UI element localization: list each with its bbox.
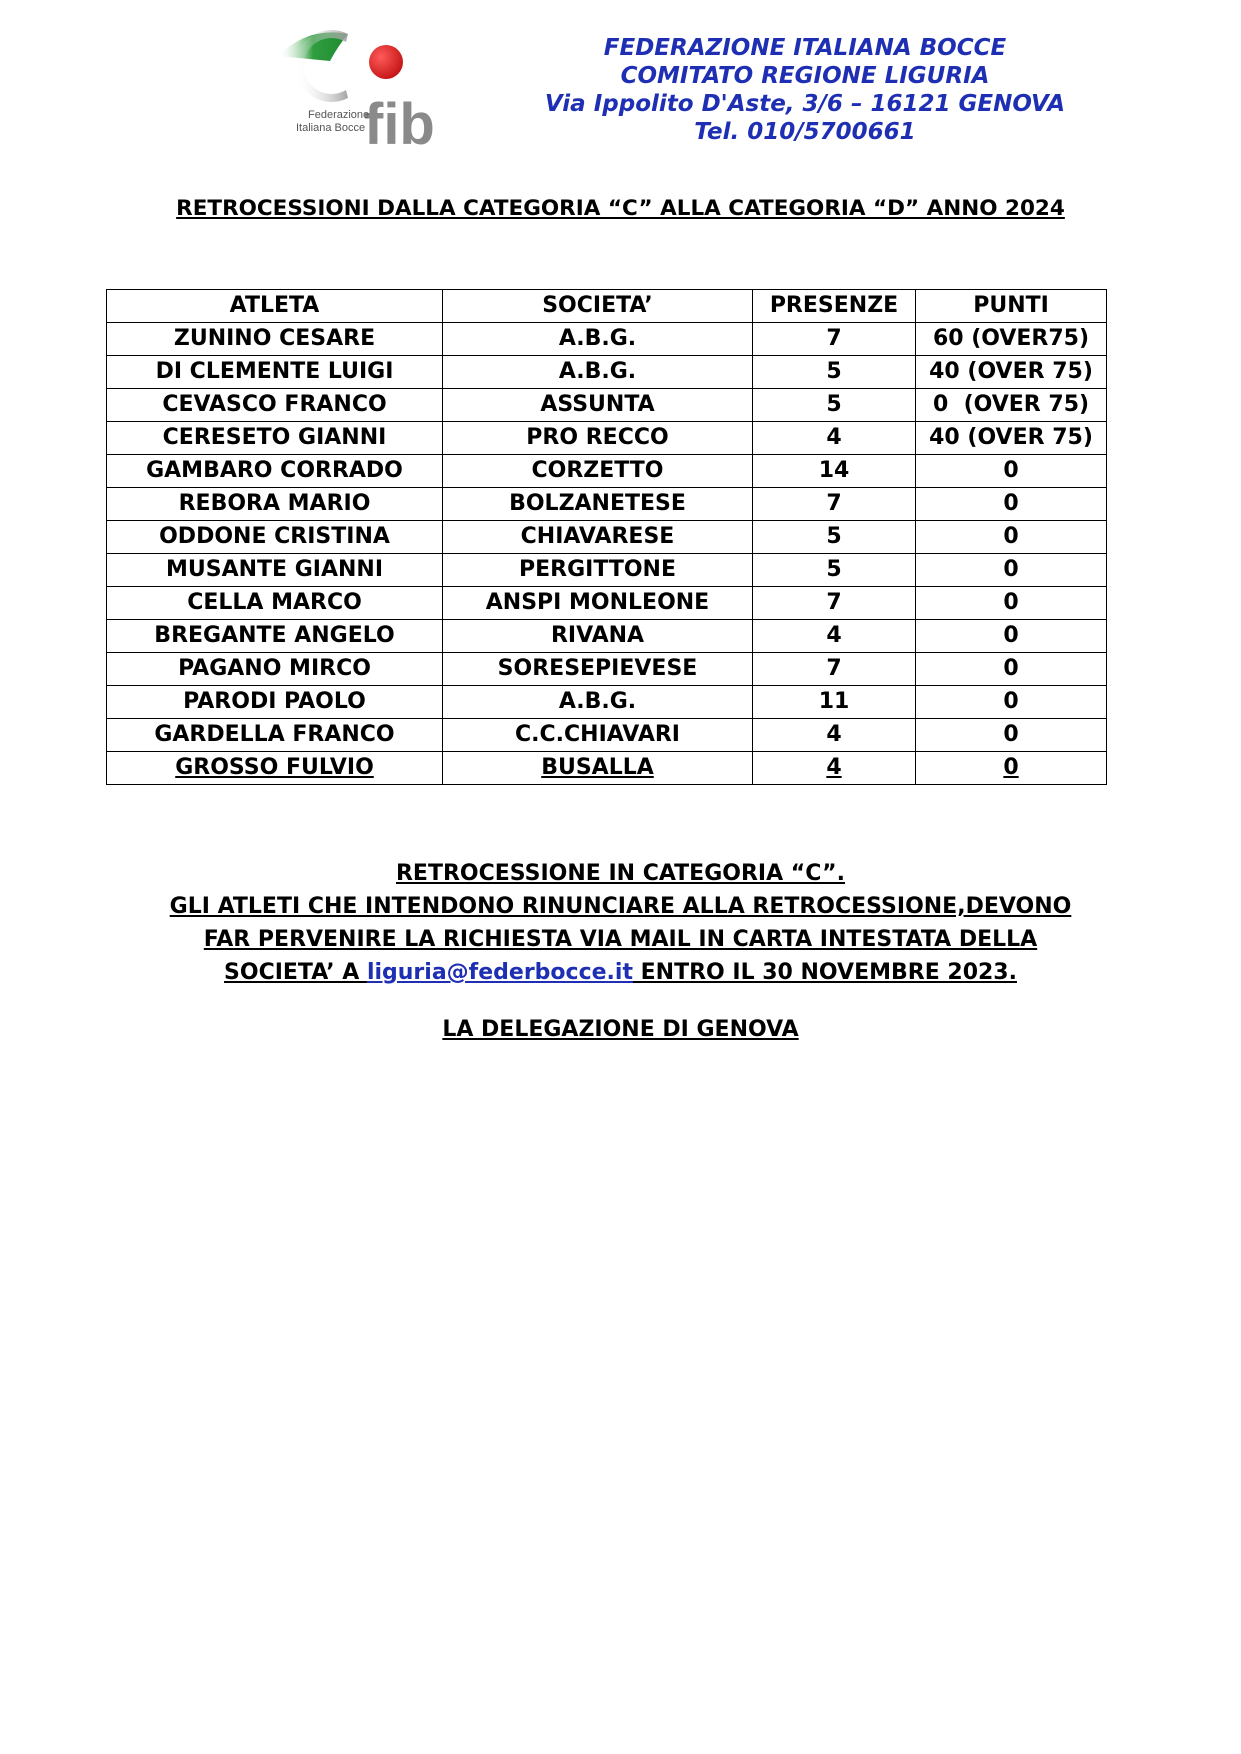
cell-atleta bbox=[107, 488, 443, 521]
cell-punti-text: 60 (OVER75) bbox=[932, 326, 1090, 351]
cell-presenze-text: 5 bbox=[826, 392, 842, 417]
notice-block bbox=[100, 857, 1141, 989]
fib-logo-mark bbox=[268, 26, 472, 148]
table-row bbox=[107, 587, 1107, 620]
cell-atleta bbox=[107, 719, 443, 752]
cell-atleta-text: MUSANTE GIANNI bbox=[165, 557, 383, 582]
cell-presenze bbox=[753, 686, 916, 719]
cell-presenze-text: 5 bbox=[826, 359, 842, 384]
header-societa: SOCIETA’ bbox=[443, 290, 753, 323]
cell-presenze-text: 11 bbox=[818, 689, 850, 714]
cell-presenze-text: 5 bbox=[826, 524, 842, 549]
cell-presenze bbox=[753, 587, 916, 620]
cell-societa-text: ASSUNTA bbox=[540, 392, 655, 417]
table-row bbox=[107, 488, 1107, 521]
header-presenze: PRESENZE bbox=[753, 290, 916, 323]
table-row bbox=[107, 653, 1107, 686]
email-link[interactable]: liguria@federbocce.it bbox=[366, 960, 633, 985]
cell-societa bbox=[443, 719, 753, 752]
cell-presenze bbox=[753, 323, 916, 356]
cell-presenze bbox=[753, 719, 916, 752]
cell-punti bbox=[916, 356, 1107, 389]
letterhead-phone: Tel. 010/5700661 bbox=[694, 119, 916, 145]
cell-atleta-text: PAGANO MIRCO bbox=[178, 656, 371, 681]
cell-atleta bbox=[107, 587, 443, 620]
table-row bbox=[107, 686, 1107, 719]
header-punti: PUNTI bbox=[916, 290, 1107, 323]
letterhead-line2: COMITATO REGIONE LIGURIA bbox=[620, 63, 990, 89]
table-row bbox=[107, 554, 1107, 587]
cell-presenze-text: 4 bbox=[826, 722, 842, 747]
cell-societa-text: ANSPI MONLEONE bbox=[485, 590, 710, 615]
cell-atleta bbox=[107, 620, 443, 653]
cell-societa bbox=[443, 686, 753, 719]
red-ball-icon bbox=[369, 45, 403, 79]
cell-punti-text: 40 (OVER 75) bbox=[929, 359, 1093, 384]
cell-societa bbox=[443, 620, 753, 653]
cell-presenze-text: 7 bbox=[826, 656, 842, 681]
notice-line3: FAR PERVENIRE LA RICHIESTA VIA MAIL IN CARTA INTESTATA DELLA bbox=[203, 927, 1038, 952]
cell-punti-text: 0 bbox=[1003, 590, 1019, 615]
cell-punti-text: 0 bbox=[1003, 755, 1019, 780]
notice-line4-post: ENTRO IL 30 NOVEMBRE 2023. bbox=[632, 960, 1017, 985]
cell-societa-text: PERGITTONE bbox=[519, 557, 676, 582]
cell-presenze-text: 14 bbox=[818, 458, 850, 483]
cell-presenze bbox=[753, 422, 916, 455]
cell-presenze-text: 5 bbox=[826, 557, 842, 582]
cell-atleta-text: GROSSO FULVIO bbox=[175, 755, 374, 780]
cell-atleta bbox=[107, 521, 443, 554]
cell-societa bbox=[443, 389, 753, 422]
cell-punti-text: 0 bbox=[1003, 689, 1019, 714]
table-row bbox=[107, 719, 1107, 752]
cell-punti bbox=[916, 587, 1107, 620]
notice-line4-pre: SOCIETA’ A bbox=[224, 960, 367, 985]
notice-line1: RETROCESSIONE IN CATEGORIA “C”. bbox=[395, 861, 846, 886]
cell-punti-text: 0 bbox=[1003, 722, 1019, 747]
logo-fib-text: fib bbox=[364, 92, 435, 148]
cell-presenze-text: 4 bbox=[826, 623, 842, 648]
cell-societa-text: A.B.G. bbox=[558, 689, 637, 714]
cell-punti bbox=[916, 752, 1107, 785]
cell-atleta bbox=[107, 389, 443, 422]
logo-line2: Italiana Bocce bbox=[296, 122, 366, 134]
cell-societa-text: CHIAVARESE bbox=[520, 524, 675, 549]
cell-presenze bbox=[753, 620, 916, 653]
logo-line1: Federazione bbox=[308, 109, 370, 121]
cell-societa bbox=[443, 356, 753, 389]
cell-punti bbox=[916, 422, 1107, 455]
cell-atleta bbox=[107, 752, 443, 785]
cell-presenze-text: 4 bbox=[826, 425, 842, 450]
cell-punti-text: 0 bbox=[1003, 491, 1019, 516]
cell-societa bbox=[443, 653, 753, 686]
cell-societa-text: RIVANA bbox=[550, 623, 645, 648]
cell-punti bbox=[916, 521, 1107, 554]
cell-punti-text: 40 (OVER 75) bbox=[929, 425, 1093, 450]
cell-societa-text: A.B.G. bbox=[558, 359, 637, 384]
cell-atleta-text: PARODI PAOLO bbox=[183, 689, 366, 714]
cell-societa-text: PRO RECCO bbox=[526, 425, 669, 450]
notice-line2: GLI ATLETI CHE INTENDONO RINUNCIARE ALLA RETROCESSIONE,DEVONO bbox=[169, 894, 1072, 919]
cell-punti-text: 0 bbox=[1003, 623, 1019, 648]
cell-societa bbox=[443, 587, 753, 620]
cell-presenze bbox=[753, 488, 916, 521]
cell-presenze bbox=[753, 455, 916, 488]
cell-atleta bbox=[107, 653, 443, 686]
cell-societa bbox=[443, 488, 753, 521]
cell-atleta bbox=[107, 323, 443, 356]
letterhead-line1: FEDERAZIONE ITALIANA BOCCE bbox=[603, 35, 1007, 61]
cell-societa bbox=[443, 455, 753, 488]
cell-presenze bbox=[753, 653, 916, 686]
cell-societa-text: BUSALLA bbox=[541, 755, 654, 780]
cell-atleta-text: DI CLEMENTE LUIGI bbox=[155, 359, 394, 384]
cell-atleta-text: CELLA MARCO bbox=[187, 590, 362, 615]
table-row bbox=[107, 620, 1107, 653]
cell-atleta-text: GAMBARO CORRADO bbox=[146, 458, 403, 483]
cell-atleta-text: ODDONE CRISTINA bbox=[159, 524, 390, 549]
cell-punti bbox=[916, 323, 1107, 356]
cell-presenze bbox=[753, 389, 916, 422]
cell-punti bbox=[916, 554, 1107, 587]
cell-punti-text: 0 (OVER 75) bbox=[932, 392, 1090, 417]
table-row bbox=[107, 422, 1107, 455]
cell-punti-text: 0 bbox=[1003, 557, 1019, 582]
header-atleta: ATLETA bbox=[107, 290, 443, 323]
cell-punti bbox=[916, 719, 1107, 752]
cell-presenze bbox=[753, 554, 916, 587]
cell-presenze bbox=[753, 521, 916, 554]
table-row bbox=[107, 389, 1107, 422]
cell-atleta bbox=[107, 455, 443, 488]
cell-societa bbox=[443, 554, 753, 587]
cell-atleta-text: REBORA MARIO bbox=[178, 491, 371, 516]
cell-punti bbox=[916, 488, 1107, 521]
letterhead-address: Via Ippolito D'Aste, 3/6 – 16121 GENOVA bbox=[544, 91, 1066, 117]
cell-atleta bbox=[107, 686, 443, 719]
cell-societa-text: SORESEPIEVESE bbox=[497, 656, 698, 681]
table-row bbox=[107, 323, 1107, 356]
cell-presenze-text: 7 bbox=[826, 326, 842, 351]
cell-societa bbox=[443, 323, 753, 356]
cell-punti bbox=[916, 686, 1107, 719]
cell-societa-text: CORZETTO bbox=[531, 458, 664, 483]
cell-presenze-text: 7 bbox=[826, 491, 842, 516]
table-row bbox=[107, 752, 1107, 785]
cell-punti-text: 0 bbox=[1003, 524, 1019, 549]
cell-presenze-text: 4 bbox=[826, 755, 842, 780]
cell-presenze-text: 7 bbox=[826, 590, 842, 615]
notice-line4 bbox=[100, 956, 1141, 989]
cell-societa bbox=[443, 422, 753, 455]
cell-societa bbox=[443, 521, 753, 554]
cell-punti bbox=[916, 389, 1107, 422]
signature: LA DELEGAZIONE DI GENOVA bbox=[442, 1017, 799, 1042]
letterhead bbox=[520, 34, 1090, 146]
table-row bbox=[107, 356, 1107, 389]
cell-atleta bbox=[107, 554, 443, 587]
cell-presenze bbox=[753, 752, 916, 785]
cell-punti-text: 0 bbox=[1003, 458, 1019, 483]
table-row bbox=[107, 521, 1107, 554]
cell-atleta-text: ZUNINO CESARE bbox=[173, 326, 376, 351]
cell-punti bbox=[916, 455, 1107, 488]
cell-atleta-text: BREGANTE ANGELO bbox=[154, 623, 395, 648]
cell-societa-text: BOLZANETESE bbox=[509, 491, 686, 516]
cell-societa bbox=[443, 752, 753, 785]
cell-atleta bbox=[107, 422, 443, 455]
cell-atleta-text: GARDELLA FRANCO bbox=[154, 722, 395, 747]
cell-presenze bbox=[753, 356, 916, 389]
cell-punti bbox=[916, 653, 1107, 686]
cell-societa-text: A.B.G. bbox=[558, 326, 637, 351]
cell-atleta bbox=[107, 356, 443, 389]
relegation-table bbox=[106, 289, 1107, 785]
cell-atleta-text: CERESETO GIANNI bbox=[162, 425, 387, 450]
cell-societa-text: C.C.CHIAVARI bbox=[515, 722, 680, 747]
document-title: RETROCESSIONI DALLA CATEGORIA “C” ALLA CATEGORIA “D” ANNO 2024 bbox=[176, 196, 1065, 221]
table-header-row bbox=[107, 290, 1107, 323]
cell-punti bbox=[916, 620, 1107, 653]
cell-atleta-text: CEVASCO FRANCO bbox=[162, 392, 387, 417]
cell-punti-text: 0 bbox=[1003, 656, 1019, 681]
fib-logo bbox=[268, 26, 472, 148]
table-row bbox=[107, 455, 1107, 488]
